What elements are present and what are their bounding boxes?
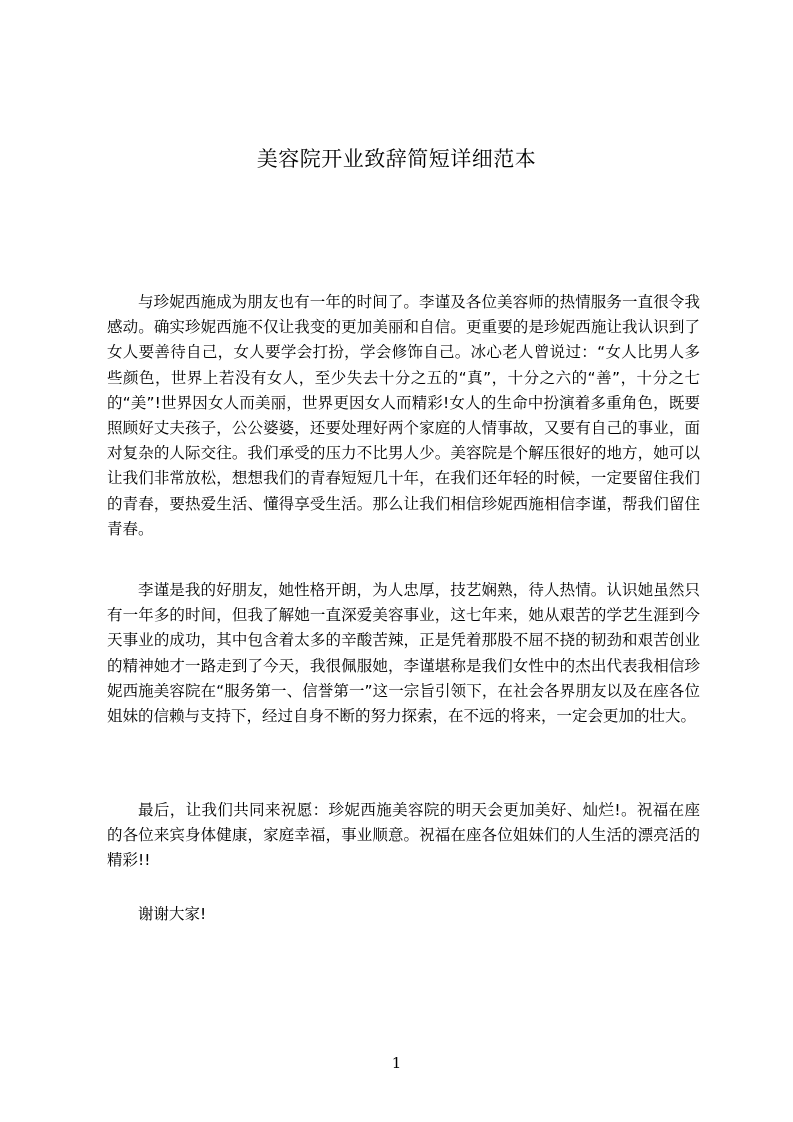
paragraph-thanks: 谢谢大家! <box>138 905 207 923</box>
paragraph-wishes: 最后，让我们共同来祝愿：珍妮西施美容院的明天会更加美好、灿烂!。祝福在座的各位来宾身体健康，家庭幸福，事业顺意。祝福在座各位姐妹们的人生活的漂亮活的精彩!! <box>107 801 700 870</box>
paragraph-friend: 李谨是我的好朋友，她性格开朗，为人忠厚，技艺娴熟，待人热情。认识她虽然只有一年多的时间，但我了解她一直深爱美容事业，这七年来，她从艰苦的学艺生涯到今天事业的成功，其中包含着太多的辛酸苦辣，正是凭着那股不屈不挠的韧劲和艰苦创业的精神她才一路走到了今天，我很佩服她，李谨堪称是我们女性中的杰出代表我相信珍妮西施美容院在“服务第一、信誉第一”这一宗旨引领下，在社会各界朋友以及在座各位姐妹的信赖与支持下，经过自身不断的努力探索，在不远的将来，一定会更加的壮大。 <box>107 581 700 726</box>
page-number: 1 <box>391 1054 402 1072</box>
document-title: 美容院开业致辞简短详细范本 <box>256 147 537 171</box>
paragraph-intro: 与珍妮西施成为朋友也有一年的时间了。李谨及各位美容师的热情服务一直很令我感动。确实珍妮西施不仅让我变的更加美丽和自信。更重要的是珍妮西施让我认识到了女人要善待自己，女人要学会打扮，学会修饰自己。冰心老人曾说过：“女人比男人多些颜色，世界上若没有女人，至少失去十分之五的“真”，十分之六的“善”，十分之七的“美”!世界因女人而美丽，世界更因女人而精彩!女人的生命中扮演着多重角色，既要照顾好丈夫孩子，公公婆婆，还要处理好两个家庭的人情事故，又要有自己的事业，面对复杂的人际交往。我们承受的压力不比男人少。美容院是个解压很好的地方，她可以让我们非常放松，想想我们的青春短短几十年，在我们还年轻的时候，一定要留住我们的青春，要热爱生活、懂得享受生活。那么让我们相信珍妮西施相信李谨，帮我们留住青春。 <box>107 293 700 538</box>
